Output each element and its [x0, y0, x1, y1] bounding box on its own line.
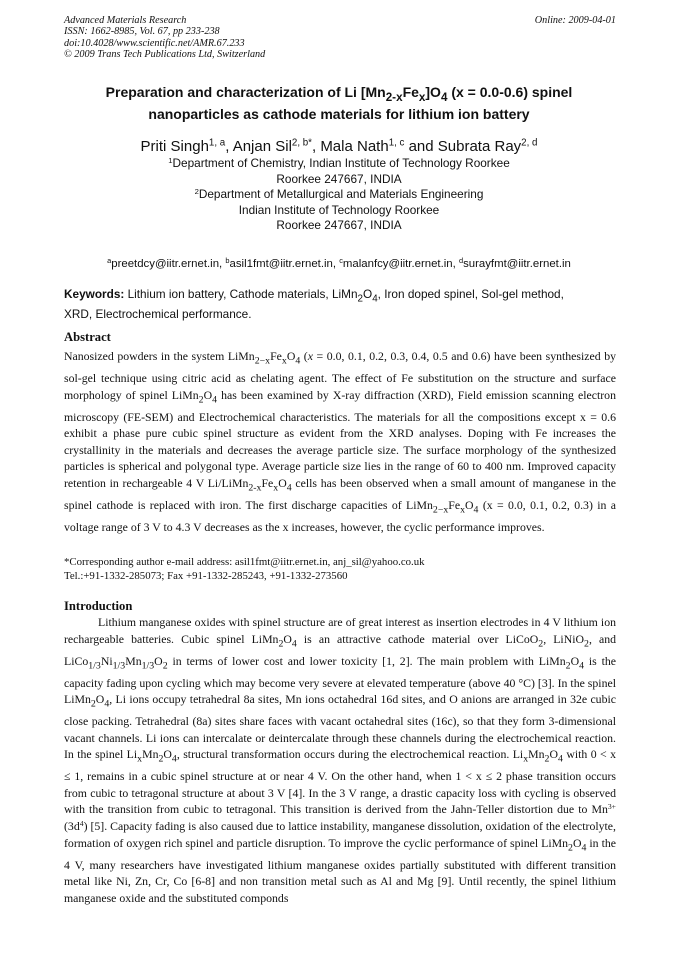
issn-volume: ISSN: 1662-8985, Vol. 67, pp 233-238 [64, 26, 220, 38]
keywords-label: Keywords: [64, 287, 125, 301]
journal-header [64, 15, 616, 61]
author-name: Mala Nath [320, 138, 389, 155]
corresponding-author-note: *Corresponding author e-mail address: asil1fmt@iitr.ernet.in, anj_sil@yahoo.co.uk Tel.:+91-1332-285073; Fax +91-1332-285243, +91-1332-273560 [64, 556, 425, 582]
copyright: © 2009 Trans Tech Publications Ltd, Switzerland [64, 49, 266, 61]
author-name: Subrata Ray [437, 138, 522, 155]
email-link[interactable]: asil1fmt@iitr.ernet.in, [229, 258, 337, 270]
journal-name: Advanced Materials Research [64, 15, 187, 26]
affiliation-2: $^2$Department of Metallurgical and Materials Engineering Indian Institute of Technology Roorkee Roorkee 247667, INDIA [194, 186, 484, 232]
doi[interactable]: doi:10.4028/www.scientific.net/AMR.67.233 [64, 37, 245, 49]
author-name: Priti Singh [140, 138, 209, 155]
title-line-2: nanoparticles as cathode materials for lithium ion battery [148, 105, 530, 122]
author-emails: $^a$preetdcy@iitr.ernet.in, $^b$asil1fmt@iitr.ernet.in, $^c$malanfcy@iitr.ernet.in, $^d$surayfmt@iitr.ernet.in [107, 255, 571, 270]
abstract-text: Nanosized powders in the system $LiMn_{2-x}Fe_xO_4$ (x = 0.0, 0.1, 0.2, 0.3, 0.4, 0.5 and 0.6) have been synthesized by sol-gel technique using citric acid as chelating agent. The effect of Fe substitution on the structure and surface morphology of spinel $LiMn_2O_4$ has been examined by X-ray diffraction (XRD), Field emission scanning electron microscopy (FE-SEM) and Electrochemical characteristics. The materials for all the compositions except x = 0.6 exhibit a phase pure cubic spinel structure as evident from the XRD analyses. Doping with Fe increases the crystallinity in the materials and decreases the average particle size. The surface morphology of the synthesized particles is spherical and polygonal type. Average particle size lies in the range of 60 to 400 nm. Improved capacity retention in rechargeable 4 V $Li/LiMn_{2-x}Fe_xO_4$ cells has been observed when a small amount of manganese in the spinel cathode is replaced with iron. The first discharge capacities of $LiMn_{2-x}Fe_xO_4$ (x = 0.0, 0.1, 0.2, 0.3) in a voltage range of 3 V to 4.3 V decreases as the x increases, however, the cyclic performance improves. [64, 349, 617, 534]
affiliation-1: $^1$Department of Chemistry, Indian Institute of Technology Roorkee Roorkee 247667, INDIA [168, 155, 510, 186]
abstract-heading: Abstract [64, 330, 111, 344]
introduction-heading: Introduction [64, 599, 133, 613]
title-line-1: Preparation and characterization of Li $[Mn_{2-x}Fe_x]O_4$ (x = 0.0-0.6) spinel [105, 84, 573, 104]
email-link[interactable]: preetdcy@iitr.ernet.in, [111, 258, 223, 270]
keywords: Keywords: Lithium ion battery, Cathode materials, $LiMn_2O_4$, Iron doped spinel, Sol-gel method, XRD, Electrochemical performance. [64, 287, 564, 321]
introduction-text: Lithium manganese oxides with spinel structure are of great interest as insertion electrodes in 4 V lithium ion rechargeable batteries. Cubic spinel $LiMn_2O_4$ is an attractive cathode material over LiCoO$_2$, LiNiO$_2$, and $LiCo_{1/3}Ni_{1/3}Mn_{1/3}O_2$ in terms of lower cost and lower toxicity [1, 2]. The main problem with $LiMn_2O_4$ is the capacity fading upon cycling which may become very severe at elevated temperature (above 40 °C) [3]. In the spinel $LiMn_2O_4$, Li ions occupy tetrahedral 8a sites, Mn ions octahedral 16d sites, and O anions are arranged in 32e cubic close packing. Tetrahedral (8a) sites share faces with vacant octahedral sites (16c), so that they form 3-dimensional vacant channels. Li ions can intercalate or deintercalate through these channels during the electrochemical reaction. In the spinel $Li_xMn_2O_4$, structural transformation occurs during the electrochemical reaction. $Li_xMn_2O_4$ with 0 < x ≤ 1, remains in a cubic spinel structure at or near 4 V. On the other hand, when 1 < x ≤ 2 phase transition occurs from cubic to tetragonal structure at about 3 V [4]. In the 3 V range, a drastic capacity loss with cycling is observed with the transition from cubic to tetragonal. This transition is derived from the Jahn-Teller distortion due to $Mn^{3+}(3d^4)$ [5]. Capacity fading is also caused due to lattice instability, manganese dissolution, oxidation of the electrolyte, formation of oxygen rich spinel and particle disruption. To improve the cyclic performance of spinel $LiMn_2O_4$ in the 4 V, many researchers have investigated lithium manganese oxides partially substituted with different transition metal like Ni, Zn, Cr, Co [6-8] and non transition metal such as Al and Mg [9]. Until recently, the spinel lithium manganese oxide and the substituted componds [64, 615, 616, 905]
author-list: Priti Singh$^{1, a}$, Anjan Sil$^{2, b*}$, Mala Nath$^{1, c}$ and Subrata Ray$^{2, d}$ [140, 137, 538, 155]
author-name: Anjan Sil [232, 138, 292, 155]
online-date: Online: 2009-04-01 [534, 15, 616, 26]
email-link[interactable]: surayfmt@iitr.ernet.in [463, 258, 571, 270]
paper-title [60, 84, 618, 123]
email-link[interactable]: malanfcy@iitr.ernet.in, [342, 258, 456, 270]
